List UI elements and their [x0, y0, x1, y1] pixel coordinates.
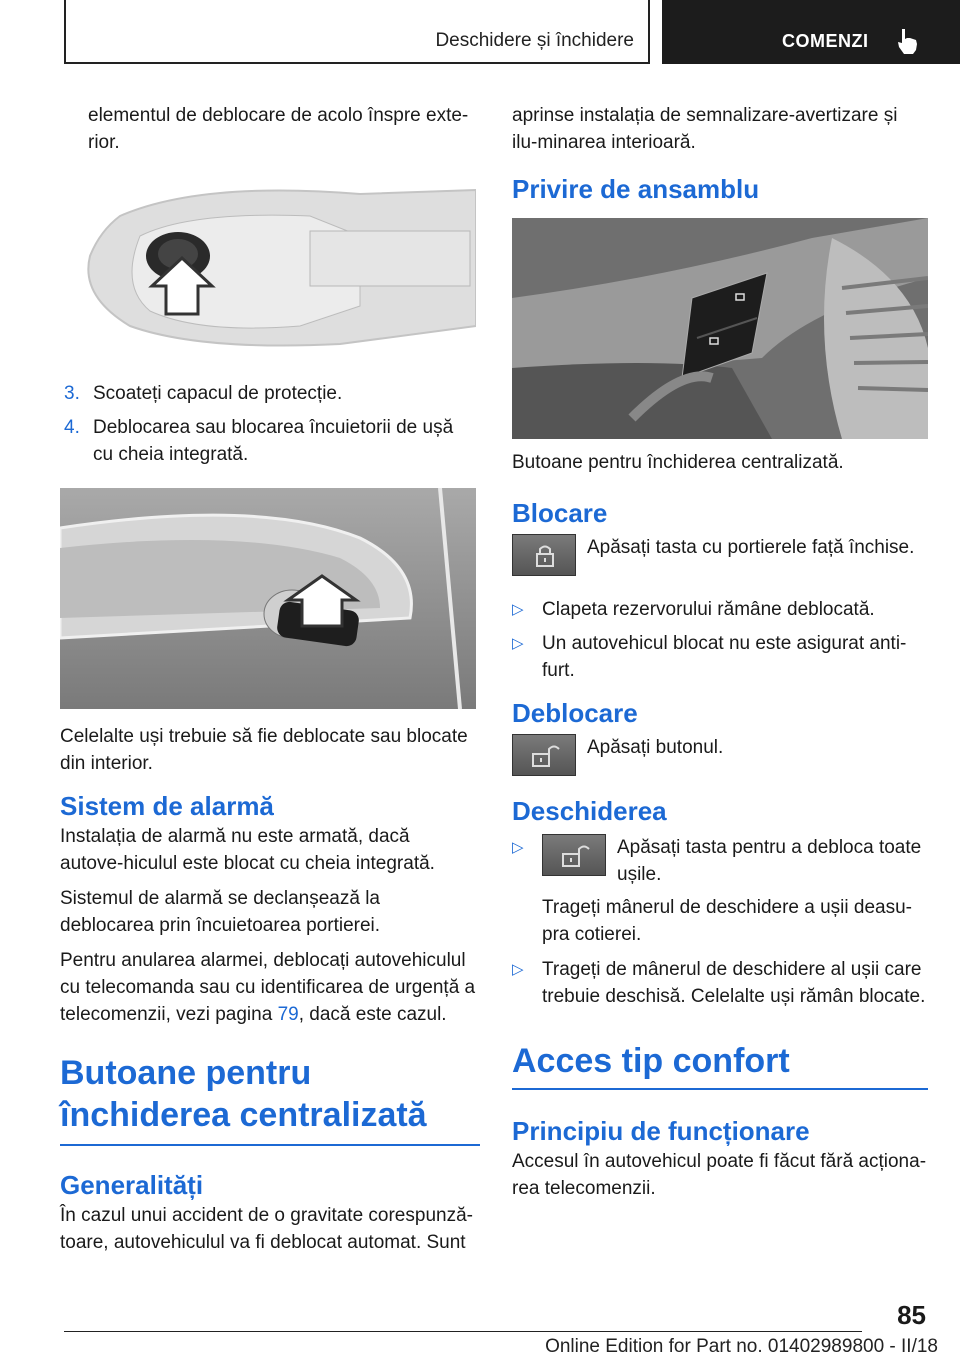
bullet-marker: ▷ — [512, 961, 524, 978]
page-number: 85 — [897, 1300, 926, 1330]
bullet-marker: ▷ — [512, 839, 524, 856]
lock-heading: Blocare — [512, 498, 608, 528]
unlock-button-icon — [542, 834, 606, 876]
unlock-instruction — [512, 734, 928, 780]
door-handle-photo — [60, 488, 476, 709]
principle-text: Accesul în autovehicul poate fi făcut fără acționa-rea telecomenzii. — [512, 1151, 927, 1199]
step-number: 4. — [64, 417, 80, 438]
central-locking-heading: Butoane pentru închiderea centralizată — [60, 1054, 427, 1134]
open-follow-text: Trageți mânerul de deschidere a ușii deasu-pra cotierei. — [542, 897, 912, 945]
alarm-text-1: Instalația de alarmă nu este armată, dacă autove-hiculul este blocat cu cheia integrată. — [60, 826, 435, 874]
step-item — [60, 414, 476, 468]
header-section-box — [64, 0, 650, 64]
lock-bullet: ▷ Clapeta rezervorului rămâne deblocată. — [512, 596, 928, 623]
intro-text: elementul de deblocare de acolo înspre exte-rior. — [88, 105, 469, 153]
open-heading: Deschiderea — [512, 796, 667, 826]
header-section-title: Deschidere și închidere — [435, 30, 634, 51]
comfort-access-heading: Acces tip confort — [512, 1042, 790, 1080]
unlock-text: Apăsați butonul. — [587, 737, 724, 758]
open-bullet-1 — [512, 834, 928, 948]
open-text-1: Apăsați tasta pentru a debloca toate ușile. — [617, 837, 922, 885]
general-heading: Generalități — [60, 1170, 204, 1200]
step-item — [60, 380, 476, 407]
unlock-button-icon — [512, 734, 576, 776]
general-text: În cazul unui accident de o gravitate corespunză-toare, autovehiculul va fi deblocat automat. Sunt — [60, 1205, 473, 1253]
lock-instruction — [512, 534, 928, 580]
pointing-hand-icon — [896, 27, 920, 55]
step-number: 3. — [64, 383, 80, 404]
header-chapter-title: COMENZI — [782, 31, 869, 51]
bullet-marker: ▷ — [512, 635, 524, 652]
bullet-marker: ▷ — [512, 601, 524, 618]
central-locking-heading-wrap — [60, 1052, 480, 1146]
edition-footer: Online Edition for Part no. 01402989800 - II/18 — [545, 1336, 938, 1357]
lock-text: Apăsați tasta cu portierele față închise. — [587, 537, 915, 558]
step-text: Deblocarea sau blocarea încuietorii de ușă cu cheia integrată. — [93, 417, 454, 465]
step-text: Scoateți capacul de protecție. — [93, 383, 343, 404]
lock-button-icon — [512, 534, 576, 576]
key-slot-photo — [60, 176, 476, 356]
page-reference-link[interactable]: 79 — [277, 1004, 299, 1025]
alarm-text-2: Sistemul de alarmă se declanșează la deblocarea prin încuietoarea portierei. — [60, 888, 381, 936]
unlock-heading: Deblocare — [512, 698, 638, 728]
principle-heading: Principiu de funcționare — [512, 1116, 810, 1146]
overview-caption: Butoane pentru închiderea centralizată. — [512, 452, 844, 473]
lock-bullet: ▷ Un autovehicul blocat nu este asigurat anti-furt. — [512, 630, 928, 684]
central-locking-buttons-photo — [512, 218, 928, 439]
comfort-access-heading-wrap — [512, 1040, 928, 1090]
left-column — [60, 102, 476, 1264]
footer-divider — [64, 1331, 862, 1332]
continued-text: aprinse instalația de semnalizare-avertizare și ilu-minarea interioară. — [512, 105, 898, 153]
right-column — [512, 102, 928, 1210]
alarm-heading: Sistem de alarmă — [60, 791, 274, 821]
other-doors-text: Celelalte uși trebuie să fie deblocate sau blocate din interior. — [60, 726, 468, 774]
alarm-text-3: Pentru anularea alarmei, deblocați autovehiculul cu telecomanda sau cu identificarea de urgență a telecomenzii, vezi pagina 79, dacă este cazul. — [60, 950, 476, 1025]
overview-heading: Privire de ansamblu — [512, 174, 760, 204]
open-bullet-2: ▷ Trageți de mânerul de deschidere al ușii care trebuie deschisă. Celelalte uși rămân blocate. — [512, 956, 928, 1010]
